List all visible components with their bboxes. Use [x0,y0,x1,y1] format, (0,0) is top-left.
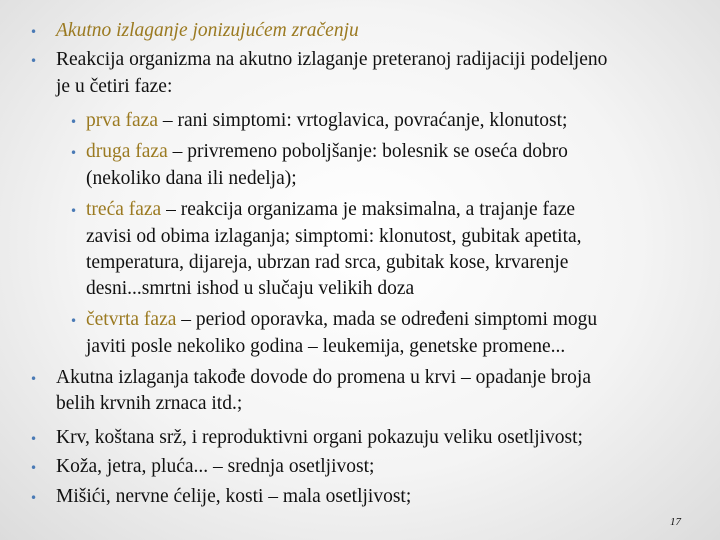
phase-term: četvrta faza [86,309,177,330]
blood-line: Akutna izlaganja takođe dovode do promena u krvi – opadanje broja [56,367,591,388]
phase-item [86,196,575,223]
phase-text: – period oporavka, mada se određeni simptomi mogu [176,309,598,330]
phase-term: druga faza [86,141,168,162]
sensitivity-item: Krv, koštana srž, i reproduktivni organi pokazuju veliku osetljivost; [56,427,583,448]
phase-text: temperatura, dijareja, ubrzan rad srca, gubitak kose, krvarenje [86,252,569,273]
sub-bullet-dot: • [70,115,78,129]
bullet-dot: • [30,491,38,505]
bullet-dot: • [30,25,38,39]
phase-text: – rani simptomi: vrtoglavica, povraćanje, klonutost; [157,110,568,131]
sub-bullet-dot: • [70,146,78,160]
bullet-dot: • [30,461,38,475]
phase-text: – privremeno poboljšanje: bolesnik se oseća dobro [167,141,568,162]
sensitivity-item: Koža, jetra, pluća... – srednja osetljivost; [56,456,375,477]
intro-line: Reakcija organizma na akutno izlaganje preteranoj radijaciji podeljeno [56,49,608,70]
phase-text: javiti posle nekoliko godina – leukemija, genetske promene... [86,336,566,357]
sensitivity-item: Mišići, nervne ćelije, kosti – mala osetljivost; [56,486,412,507]
phase-item [86,306,597,333]
intro-line: je u četiri faze: [56,76,173,97]
slide-title: Akutno izlaganje jonizujućem zračenju [56,20,359,41]
phase-term: treća faza [86,199,162,220]
phase-term: prva faza [86,110,158,131]
page-number: 17 [670,516,681,528]
bullet-dot: • [30,54,38,68]
sub-bullet-dot: • [70,314,78,328]
blood-line: belih krvnih zrnaca itd.; [56,393,243,414]
phase-text: zavisi od obima izlaganja; simptomi: klonutost, gubitak apetita, [86,226,582,247]
phase-text: (nekoliko dana ili nedelja); [86,168,297,189]
bullet-dot: • [30,432,38,446]
phase-item [86,138,568,165]
sub-bullet-dot: • [70,204,78,218]
phase-text: – reakcija organizama je maksimalna, a trajanje faze [161,199,576,220]
bullet-dot: • [30,372,38,386]
phase-item [86,107,567,134]
phase-text: desni...smrtni ishod u slučaju velikih doza [86,278,415,299]
